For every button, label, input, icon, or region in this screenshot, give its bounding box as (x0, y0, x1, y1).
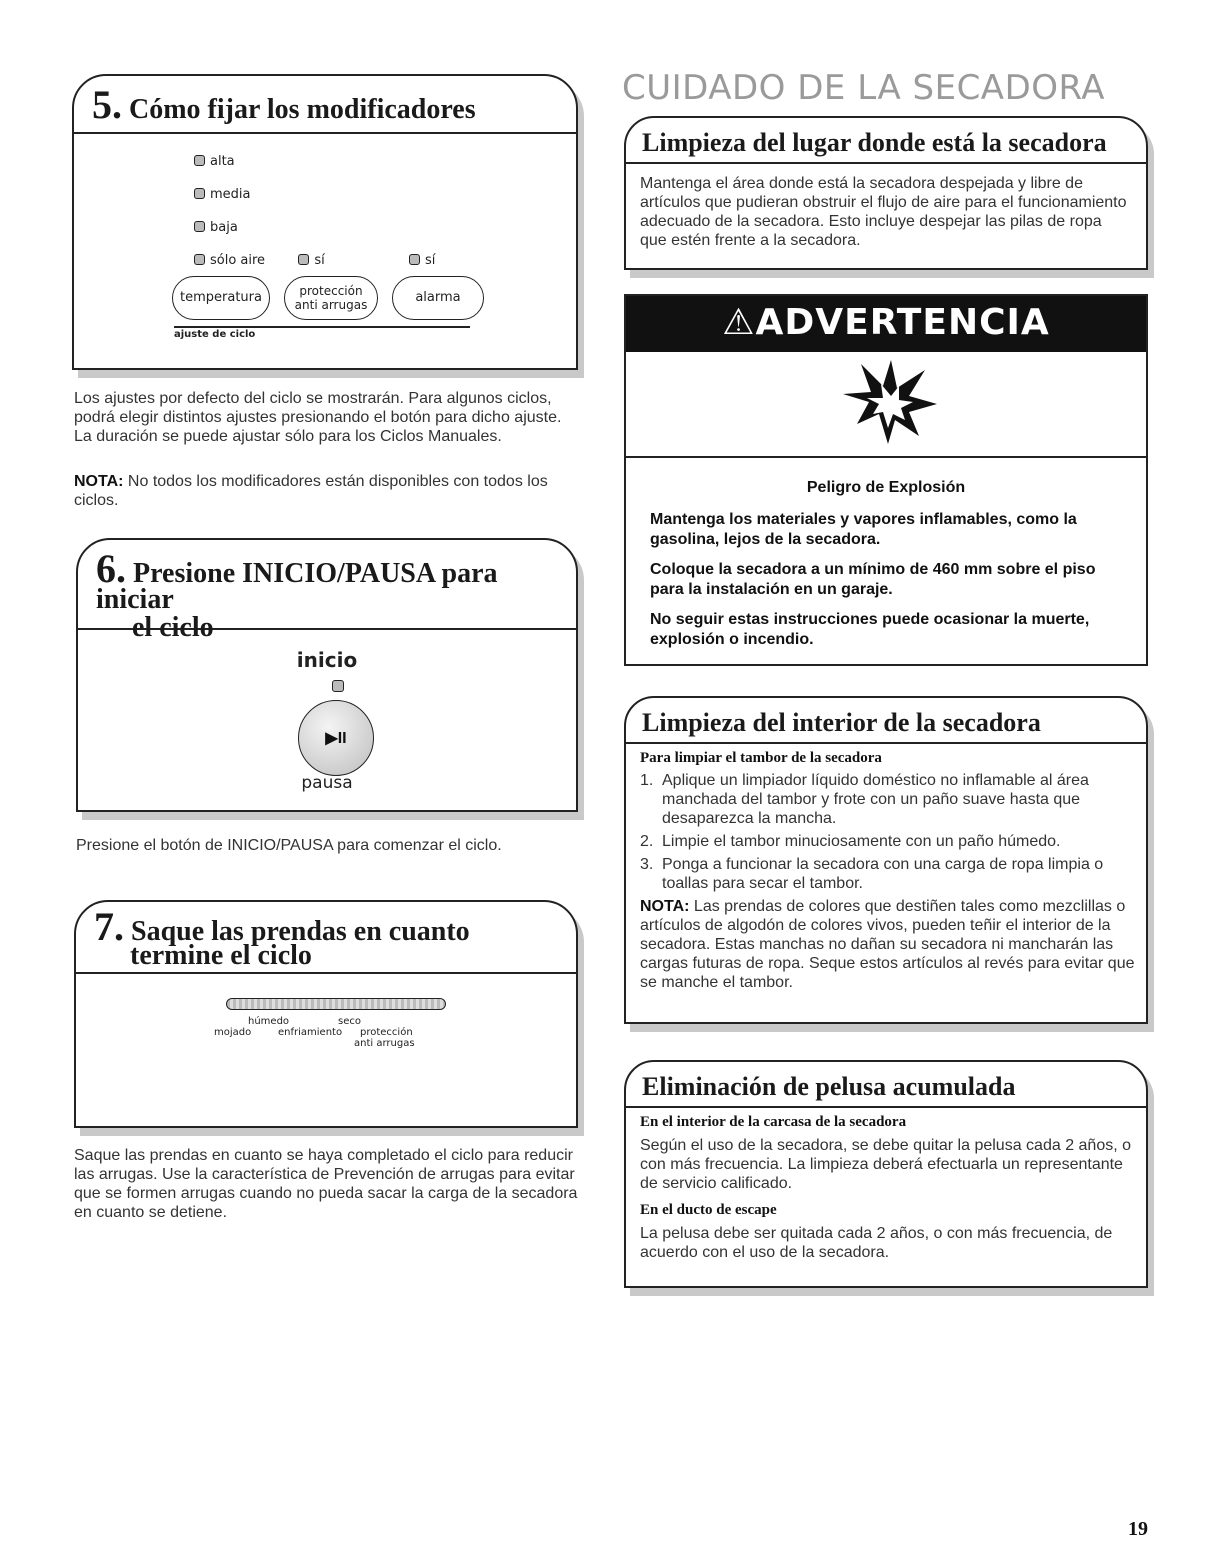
hazard-title: Peligro de Explosión (806, 479, 966, 496)
warning-title: ⚠ADVERTENCIA (722, 302, 1050, 343)
step-6-title-line2: el ciclo (132, 612, 214, 643)
pelusa-title: Eliminación de pelusa acumulada (626, 1062, 1146, 1108)
temperatura-button: temperatura (172, 276, 270, 320)
section-title: CUIDADO DE LA SECADORA (622, 68, 1106, 108)
step-5-header (74, 76, 576, 134)
explosion-symbol-area (626, 352, 1146, 458)
status-seco: seco (338, 1016, 361, 1027)
step-5-title: Cómo fijar los modificadores (129, 94, 476, 125)
warning-panel (624, 294, 1148, 666)
led-si-1: sí (298, 253, 324, 268)
interior-steps (640, 771, 1140, 992)
cycle-divider (174, 326, 470, 328)
alarma-button: alarma (392, 276, 484, 320)
step-6-title-line1: Presione INICIO/PAUSA para iniciar (96, 558, 498, 615)
status-humedo: húmedo (248, 1016, 290, 1027)
step-7-number: 7. (94, 904, 124, 949)
step-5-paragraph: Los ajustes por defecto del ciclo se mostrarán. Para algunos ciclos, podrá elegir distintos ajustes presionando el botón para dicho ajuste. La duración se puede ajustar sólo para los Ciclos Manuales. (74, 390, 562, 445)
step-6-header (78, 540, 576, 643)
lugar-title: Limpieza del lugar donde está la secadora (626, 118, 1146, 164)
pelusa-subhead-2: En el ducto de escape (640, 1202, 777, 1218)
pelusa-paragraph-2: La pelusa debe ser quitada cada 2 años, o con más frecuencia, de acuerdo con el uso de la secadora. (640, 1225, 1113, 1261)
step-7-paragraph: Saque las prendas en cuanto se haya completado el ciclo para reducir las arrugas. Use la característica de Prevención de arrugas para evitar que se formen arrugas cuando no pueda sacar la carga de la secadora en cuanto se detiene. (74, 1147, 578, 1221)
note-label: NOTA: (74, 473, 124, 490)
list-item: 3. Ponga a funcionar la secadora con una carga de ropa limpia o toallas para secar el tambor. (640, 856, 1104, 892)
step-6-panel (76, 538, 578, 812)
led-media: media (194, 187, 435, 220)
status-enfriamiento: enfriamiento (278, 1027, 343, 1038)
inicio-led-icon (332, 678, 349, 696)
led-row-bottom (194, 253, 435, 273)
interior-note: NOTA: Las prendas de colores que destiñen tales como mezclillas o artículos de algodón de colores vivos, pueden teñir el interior de la secadora. Estas manchas no dañan su secadora ni mancharán las cargas futuras de ropa. Seque estos artículos al revés para evitar que se manche el tambor. (640, 898, 1135, 991)
pelusa-panel (624, 1060, 1148, 1288)
status-proteccion: protección (360, 1027, 413, 1038)
led-indicator-icon (194, 155, 205, 166)
warning-line-1: Mantenga los materiales y vapores inflamables, como la gasolina, lejos de la secadora. (650, 511, 1077, 548)
inicio-label: inicio (296, 648, 358, 672)
led-indicator-icon (194, 254, 205, 265)
step-5-panel (72, 74, 578, 370)
led-alta: alta (194, 154, 435, 187)
step-7-title-line1: Saque las prendas en cuanto (131, 916, 470, 947)
list-item: 2. Limpie el tambor minuciosamente con un paño húmedo. (640, 833, 1061, 850)
ajuste-de-ciclo-label: ajuste de ciclo (174, 329, 256, 340)
step-5-note: NOTA: No todos los modificadores están disponibles con todos los ciclos. (74, 473, 548, 509)
lugar-paragraph: Mantenga el área donde está la secadora despejada y libre de artículos que pudieran obstruir el flujo de aire para el funcionamiento adecuado de la secadora. Esto incluye despejar las pilas de ropa que estén frente a la secadora. (640, 175, 1127, 249)
led-indicator-icon (298, 254, 309, 265)
step-6-paragraph: Presione el botón de INICIO/PAUSA para comenzar el ciclo. (76, 837, 502, 854)
inicio-pausa-button (298, 700, 374, 776)
step-7-panel (74, 900, 578, 1128)
led-indicator-icon (194, 188, 205, 199)
explosion-icon (833, 358, 943, 450)
led-indicator-icon (409, 254, 420, 265)
led-indicator-icon (194, 221, 205, 232)
step-7-title-line2: termine el ciclo (130, 940, 312, 971)
play-pause-icon: ▶II (325, 730, 347, 747)
lugar-panel (624, 116, 1148, 270)
interior-title: Limpieza del interior de la secadora (626, 698, 1146, 744)
step-6-number: 6. (96, 546, 126, 591)
step-5-number: 5. (92, 82, 122, 127)
pelusa-paragraph-1: Según el uso de la secadora, se debe quitar la pelusa cada 2 años, o con más frecuencia. La limpieza deberá efectuarla un representante de servicio calificado. (640, 1137, 1132, 1192)
list-item: 1. Aplique un limpiador líquido doméstico no inflamable al área manchada del tambor y frote con un paño suave hasta que desaparezca la mancha. (640, 772, 1089, 827)
warning-header (626, 296, 1146, 352)
interior-subhead: Para limpiar el tambor de la secadora (640, 750, 882, 766)
pelusa-subhead-1: En el interior de la carcasa de la secadora (640, 1114, 907, 1130)
led-baja: baja (194, 220, 435, 253)
led-solo-aire: sólo aire (194, 253, 265, 268)
warning-line-3: No seguir estas instrucciones puede ocasionar la muerte, explosión o incendio. (650, 611, 1090, 648)
status-mojado: mojado (214, 1027, 252, 1038)
status-anti-arrugas: anti arrugas (354, 1038, 415, 1049)
step-7-header (76, 902, 576, 974)
cycle-status-bar (226, 998, 446, 1010)
proteccion-anti-arrugas-button: protección anti arrugas (284, 276, 378, 320)
warning-line-2: Coloque la secadora a un mínimo de 460 mm sobre el piso para la instalación en un garaje. (650, 561, 1096, 598)
interior-panel (624, 696, 1148, 1024)
led-si-2: sí (409, 253, 435, 268)
page-number: 19 (1128, 1518, 1148, 1540)
pausa-label: pausa (301, 773, 353, 793)
led-list (194, 154, 435, 273)
